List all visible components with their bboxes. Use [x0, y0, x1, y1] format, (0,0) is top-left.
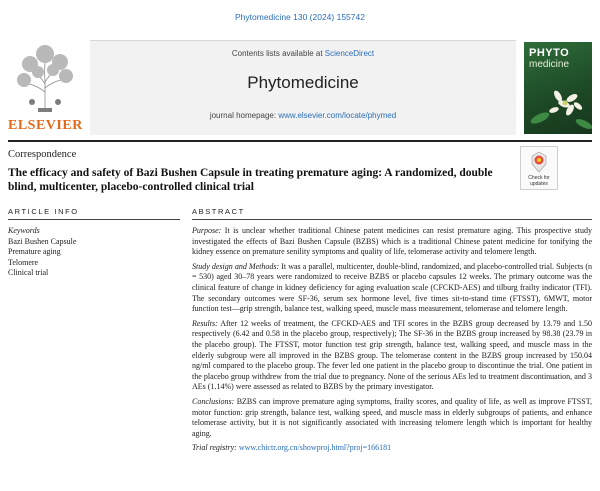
results-lead: Results: [192, 318, 218, 328]
check-updates-icon [530, 151, 548, 173]
abstract-registry [192, 443, 592, 454]
registry-lead: Trial registry: [192, 443, 237, 453]
keyword-item: Telomere [8, 257, 39, 267]
keywords-block [8, 226, 178, 279]
journal-citation[interactable]: Phytomedicine 130 (2024) 155742 [235, 12, 365, 22]
results-text: After 12 weeks of treatment, the CFCKD-AES and TFI scores in the BZBS group decreased by 13.79 and 1.50 respectively (6.42 and 0.58 in the placebo group, respectively); The SF-36 in the BZBS group increased by 98.38 (23.79 in the placebo group). The FTSST, motor function test grip strength, balance test, walking speed, and muscle mass in the elderly subgroup were all improved in the BZBS group. The telomerase content in the BZBS group increased by 150.04 ng/ml compared to the placebo group. The fever led one patient in the placebo group to discontinue the trial. One patient in the placebo group withdrew from the trial due to pregnancy. None of the serious AEs led to treatment discontinuation, and 3 AEs (1.14%) were assessed as related to BZBS by the primary investigator. [192, 318, 592, 392]
abstract-conclusions [192, 397, 592, 439]
abstract-body [192, 226, 592, 458]
keyword-item: Clinical trial [8, 268, 49, 277]
article-type-label: Correspondence [8, 149, 77, 160]
journal-masthead [90, 40, 516, 135]
journal-title: Phytomedicine [247, 73, 359, 92]
purpose-text: It is unclear whether traditional Chinese patent medicines can resist premature aging. This prospective study investigated the effects of Bazi Bushen Capsule (BZBS) which is a traditional Chinese patent medicine for tonifying the kidney essence on premature senility symptoms and quality of life, telomerase activity and telomere length. [192, 226, 592, 257]
cover-subtitle: medicine [529, 59, 570, 70]
cover-title: PHYTO [529, 47, 570, 59]
journal-header [8, 40, 594, 136]
sciencedirect-link[interactable]: ScienceDirect [324, 49, 375, 58]
keyword-item: Premature aging [8, 247, 61, 256]
design-lead: Study design and Methods: [192, 261, 280, 271]
header-rule [8, 140, 592, 142]
contents-prefix: Contents lists available at [231, 49, 325, 58]
registry-link[interactable]: www.chictr.org.cn/showproj.html?proj=166181 [236, 443, 392, 453]
paper-title: The efficacy and safety of Bazi Bushen Capsule in treating premature aging: A randomized, double blind, multicenter, placebo-controlled clinical trial [8, 167, 493, 193]
conclusions-lead: Conclusions: [192, 396, 235, 406]
purpose-lead: Purpose: [192, 226, 222, 235]
keyword-item: Bazi Bushen Capsule [8, 236, 77, 246]
article-info-rule [8, 219, 180, 220]
publisher-wordmark: ELSEVIER [8, 118, 83, 133]
elsevier-logo[interactable] [8, 42, 82, 136]
abstract-rule [192, 219, 592, 220]
abstract-design [192, 262, 592, 315]
check-updates-label: Check for updates [528, 175, 550, 187]
flower-illustration-icon [524, 74, 592, 134]
keywords-heading: Keywords [8, 226, 40, 235]
design-text: It was a parallel, multicenter, double-blind, randomized, and placebo-controlled trial. Subjects (n = 530) aged 30–78 years were randomized to receive BZBS or placebo capsules 12 weeks. The primary outcome was the clinical feature of change in kidney deficiency for aging evaluation scale (CFCKD-AES) and tilburg frailty indicator (TFI). The secondary outcomes were SF-36, serum sex hormone level, five times sit-to-stand time (FTSST), 6MWT, motor function test—grip strength, balance test, walking speed, muscle mass measurement, telomerase and telomere length. [192, 261, 593, 314]
check-for-updates-button[interactable] [520, 146, 558, 190]
homepage-link[interactable]: www.elsevier.com/locate/phymed [278, 111, 397, 120]
conclusions-text: BZBS can improve premature aging symptoms, frailty scores, and quality of life, as well as improve FTSST, motor function: grip strength, balance test, walking speed, and muscle mass in elderly subgroups of patients, and enhance telomerase activity, but it is not significantly associated with increasing telomere length which is important for healthy aging. [192, 396, 592, 438]
abstract-results [192, 319, 592, 393]
article-info-heading: ARTICLE INFO [8, 207, 79, 216]
homepage-prefix: journal homepage: [209, 111, 279, 120]
abstract-purpose [192, 226, 592, 258]
elsevier-tree-icon [8, 42, 82, 116]
homepage-line [90, 111, 516, 120]
journal-cover[interactable] [524, 42, 592, 134]
abstract-heading: ABSTRACT [192, 207, 245, 216]
contents-line [90, 49, 516, 58]
